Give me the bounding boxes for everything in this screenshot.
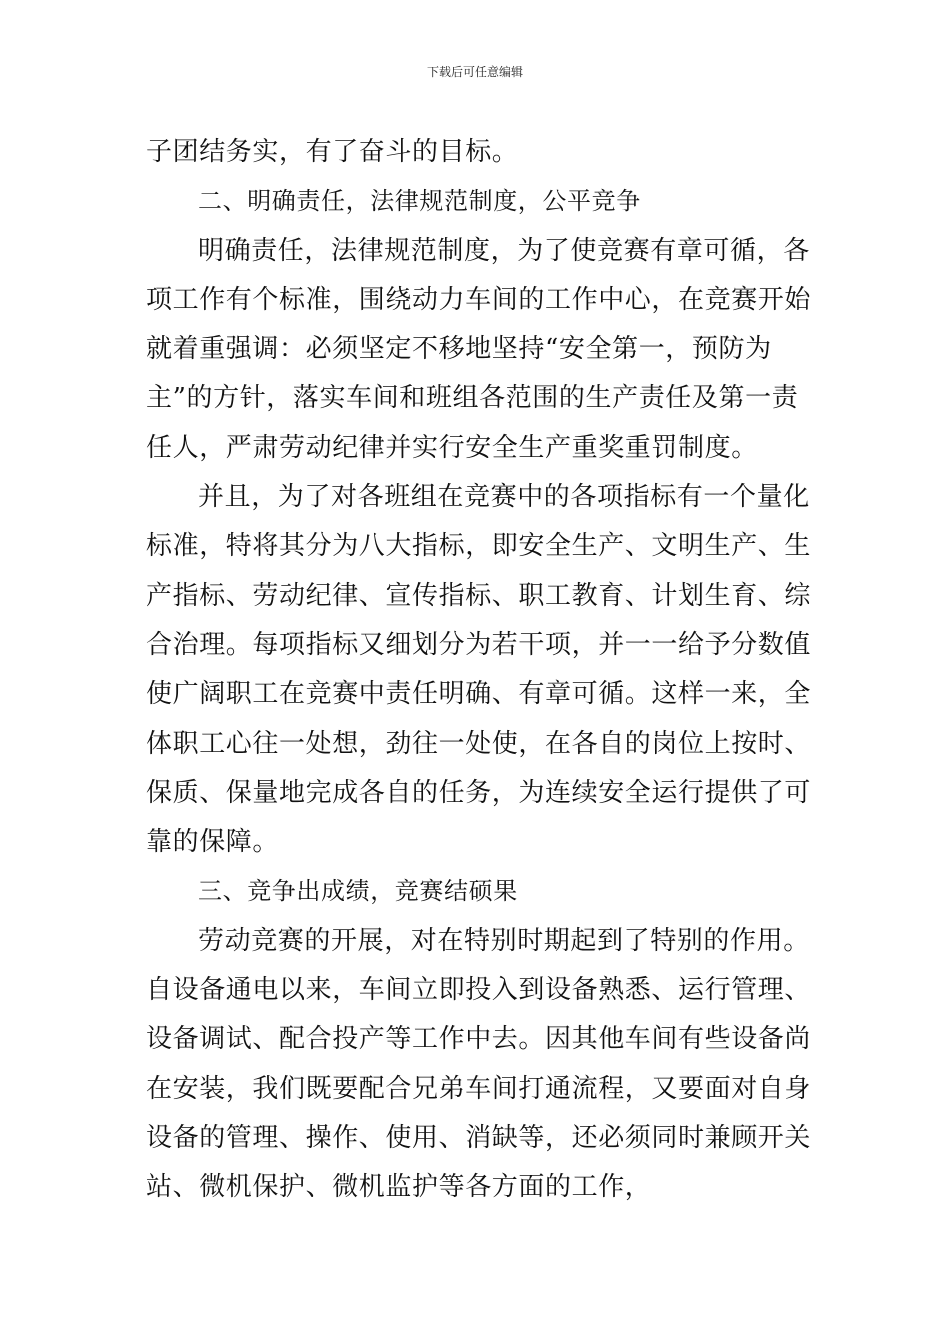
section-heading: 三、竞争出成绩，竞赛结硕果: [198, 877, 518, 906]
text-line: 子团结务实，有了奋斗的目标。: [146, 137, 519, 167]
text-line: 自设备通电以来，车间立即投入到设备熟悉、运行管理、: [146, 975, 812, 1006]
text-line: 在安装，我们既要配合兄弟车间打通流程，又要面对自身: [146, 1073, 812, 1104]
document-body: [146, 128, 812, 1213]
page-header-note: 下载后可任意编辑: [426, 65, 523, 79]
text-line: 使广阔职工在竞赛中责任明确、有章可循。这样一来，全: [146, 679, 812, 710]
text-line: 靠的保障。: [146, 827, 280, 858]
text-line: 产指标、劳动纪律、宣传指标、职工教育、计划生育、综: [146, 580, 812, 611]
text-line: 设备的管理、操作、使用、消缺等，还必须同时兼顾开关: [146, 1122, 812, 1153]
section-heading: 二、明确责任，法律规范制度，公平竞争: [198, 187, 641, 216]
text-line: 项工作有个标准，围绕动力车间的工作中心，在竞赛开始: [146, 284, 812, 315]
text-line: 标准，特将其分为八大指标，即安全生产、文明生产、生: [146, 531, 812, 562]
text-line: 保质、保量地完成各自的任务，为连续安全运行提供了可: [146, 777, 812, 808]
text-line: 就着重强调：必须坚定不移地坚持“安全第一，预防为: [146, 334, 772, 365]
text-line: 主”的方针，落实车间和班组各范围的生产责任及第一责: [146, 383, 799, 414]
text-line: 合治理。每项指标又细划分为若干项，并一一给予分数值: [146, 629, 812, 660]
text-line: 设备调试、配合投产等工作中去。因其他车间有些设备尚: [146, 1024, 812, 1055]
text-line: 体职工心往一处想，劲往一处使，在各自的岗位上按时、: [146, 728, 812, 759]
text-line: 明确责任，法律规范制度，为了使竞赛有章可循，各: [198, 235, 810, 266]
text-line: 站、微机保护、微机监护等各方面的工作，: [146, 1172, 652, 1203]
text-line: 并且，为了对各班组在竞赛中的各项指标有一个量化: [198, 482, 810, 513]
text-line: 劳动竞赛的开展，对在特别时期起到了特别的作用。: [198, 925, 810, 956]
text-line: 任人，严肃劳动纪律并实行安全生产重奖重罚制度。: [146, 432, 758, 463]
